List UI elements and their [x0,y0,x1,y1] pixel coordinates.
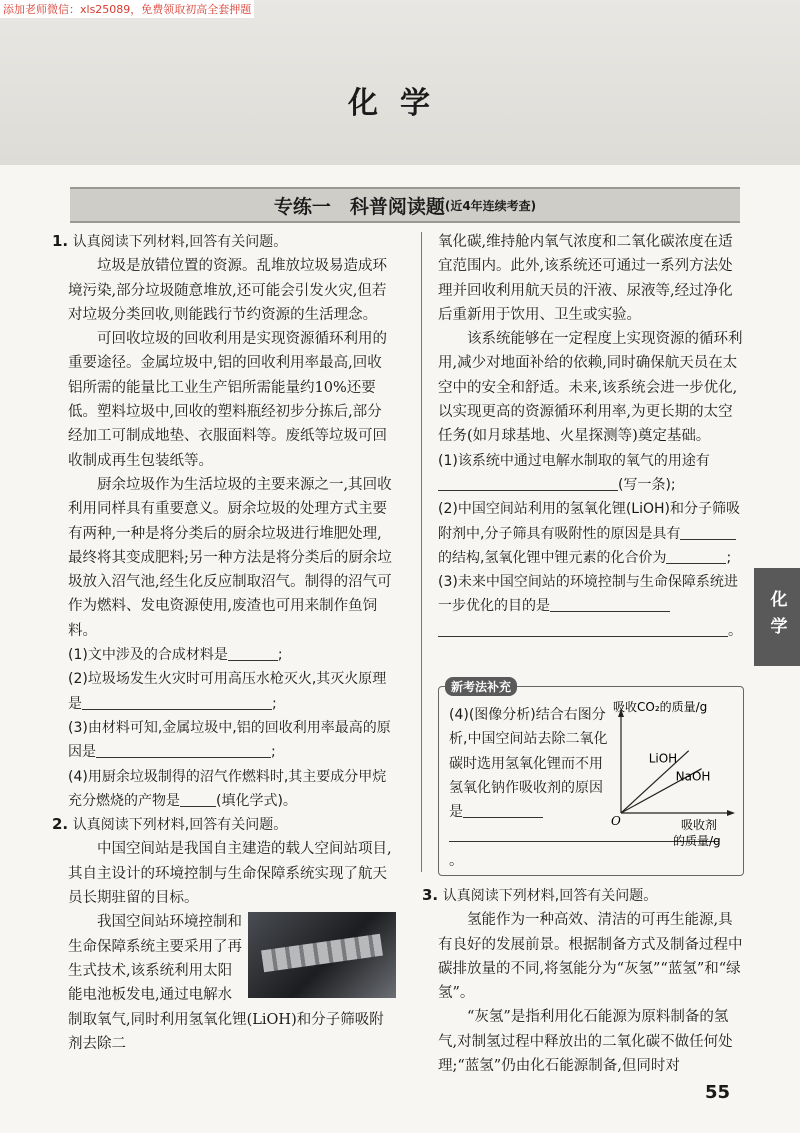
q1-sub-1 [68,643,396,667]
q2-sub-1 [438,449,744,498]
answer-blank[interactable] [550,597,670,612]
answer-blank[interactable] [228,646,278,661]
q1-sub-1-end: ; [277,647,283,664]
x-axis-arrow-icon [727,810,735,816]
q2-sub-4-end: 。 [449,852,464,869]
section-banner [70,187,740,223]
subject-side-tab: 化学 [754,568,800,666]
q1-sub-4 [68,765,396,814]
left-column [52,230,396,1056]
answer-blank[interactable] [82,695,272,710]
q1-paragraph-3: 厨余垃圾作为生活垃圾的主要来源之一,其回收利用同样具有重要意义。厨余垃圾的处理方式主要有两种,一种是将分类后的厨余垃圾进行堆肥处理,最终将其变成肥料;另一种方法是将分类后的厨余垃圾放入沼气池,经生化反应制取沼气。制得的沼气可作为燃料、发电资源使用,废渣也可用来制作鱼饲料。 [68,476,392,639]
q1-number: 1. [52,232,69,250]
q1-sub-2-end: ; [272,695,277,712]
section-note: (近4年连续考查) [444,198,537,213]
subject-title: 化学 [348,86,452,121]
q2-sub-3-text: (3)未来中国空间站的环境控制与生命保障系统进一步优化的目的是 [438,574,738,615]
answer-blank[interactable] [180,792,216,807]
q2-sub-2-text: (2)中国空间站利用的氢氧化锂(LiOH)和分子筛吸附剂中,分子筛具有吸附性的原因是具有 [438,501,740,542]
q1-sub-2-text: (2)垃圾场发生火灾时可用高压水枪灭火,其灭火原理是 [68,671,387,712]
q2-paragraph-3: 该系统能够在一定程度上实现资源的循环利用,减少对地面补给的依赖,同时确保航天员在太空中的安全和舒适。未来,该系统会进一步优化,以实现更高的资源循环利用率,为更长期的太空任务(如月球基地、火星探测等)奠定基础。 [438,331,743,445]
q2-paragraph-1: 中国空间站是我国自主建造的载人空间站项目,其自主设计的环境控制与生命保障系统实现了航天员长期驻留的目标。 [68,841,392,907]
page-number: 55 [705,1082,731,1103]
q3-paragraph-2: “灰氢”是指利用化石能源为原料制备的氢气,对制氢过程中释放出的二氧化碳不做任何处理;“蓝氢”仍由化石能源制备,但同时对 [438,1009,733,1075]
q2-sub-3-end: 。 [728,622,742,639]
q2-stem-text: 认真阅读下列材料,回答有关问题。 [72,817,288,834]
q1-sub-3 [68,716,396,765]
x-axis-label-2: 的质量/g [673,834,721,848]
q2-sub-2-end: ; [726,549,732,566]
new-method-box [438,680,744,876]
series-label-naoh: NaOH [675,769,711,784]
series-label-lioh: LiOH [648,751,678,766]
q1-sub-4-end: (填化学式)。 [216,792,297,809]
answer-blank[interactable] [680,525,736,540]
q3-paragraph-1: 氢能作为一种高效、清洁的可再生能源,具有良好的发展前景。根据制备方式及制备过程中碳排放量的不同,将氢能分为“灰氢”“蓝氢”和“绿氢”。 [438,912,743,1002]
origin-label: O [611,814,621,828]
q2-sub-1-end: (写一条); [618,476,676,493]
q1-paragraph-1: 垃圾是放错位置的资源。乱堆放垃圾易造成环境污染,部分垃圾随意堆放,还可能会引发火灾,但若对垃圾分类回收,则能践行节约资源的生活理念。 [68,258,387,323]
x-axis-label-1: 吸收剂 [681,818,718,832]
answer-blank[interactable] [438,622,728,637]
answer-blank[interactable] [666,549,726,564]
q3-stem-text: 认真阅读下列材料,回答有关问题。 [442,888,658,904]
q1-stem [52,230,396,254]
q2-sub-3 [438,570,744,643]
q1-sub-3-text: (3)由材料可知,金属垃圾中,铝的回收利用率最高的原因是 [68,719,391,761]
q2-sub-2 [438,497,744,570]
q2-sub-4 [449,703,609,873]
answer-blank[interactable] [463,803,543,819]
y-axis-label: 吸收CO₂的质量/g [613,701,708,714]
q3-number: 3. [422,886,439,904]
question-3 [422,884,744,1078]
right-column [438,230,744,643]
q3-stem [422,884,744,908]
q2-stem [52,813,396,837]
absorption-chart [611,701,739,851]
q2-sub-1-text: (1)该系统中通过电解水制取的氧气的用途有 [438,452,710,469]
q2-paragraph-2: 我国空间站环境控制和生命保障系统主要采用了再生式技术,该系统利用太阳能电池板发电,通过电解水制取氧气,同时利用氢氧化锂(LiOH)和分子筛吸附剂去除二 [68,914,384,1052]
column-divider [421,232,422,872]
new-method-label: 新考法补充 [445,677,517,696]
series-layer [621,751,710,813]
answer-blank[interactable] [96,743,271,758]
q1-paragraph-2: 可回收垃圾的回收利用是实现资源循环利用的重要途径。金属垃圾中,铝的回收利用率最高,回收铝所需的能量比工业生产铝所需能量约10%还要低。塑料垃圾中,回收的塑料瓶经初步分拣后,部分经加工可制成地垫、衣服面料等。废纸等垃圾可回收制成再生包装纸等。 [68,331,387,469]
watermark-text: 添加老师微信：xls25089，免费领取初高全套押题 [0,0,254,18]
q2-number: 2. [52,815,69,834]
space-station-photo [248,912,396,998]
q1-sub-1-text: (1)文中涉及的合成材料是 [68,647,228,664]
q1-sub-3-end: ; [271,744,276,761]
q1-sub-2 [68,667,396,716]
answer-blank[interactable] [438,476,618,491]
q2-sub-2-mid: 的结构,氢氧化锂中锂元素的化合价为 [438,549,667,566]
q2-paragraph-2-cont: 氧化碳,维持舱内氧气浓度和二氧化碳浓度在适宜范围内。此外,该系统还可通过一系列方法处理并回收利用航天员的汗液、尿液等,经过净化后重新用于饮用、卫生或实验。 [438,234,733,323]
q1-stem-text: 认真阅读下列材料,回答有关问题。 [72,234,288,250]
q1-sub-4-text: (4)用厨余垃圾制得的沼气作燃料时,其主要成分甲烷充分燃烧的产物是 [68,768,387,809]
section-title: 专练一 科普阅读题 [273,195,445,218]
q2-sub-4-text: (4)(图像分析)结合右图分析,中国空间站去除二氧化碳时选用氢氧化锂而不用氢氧化钠作吸收剂的原因是 [449,707,608,821]
